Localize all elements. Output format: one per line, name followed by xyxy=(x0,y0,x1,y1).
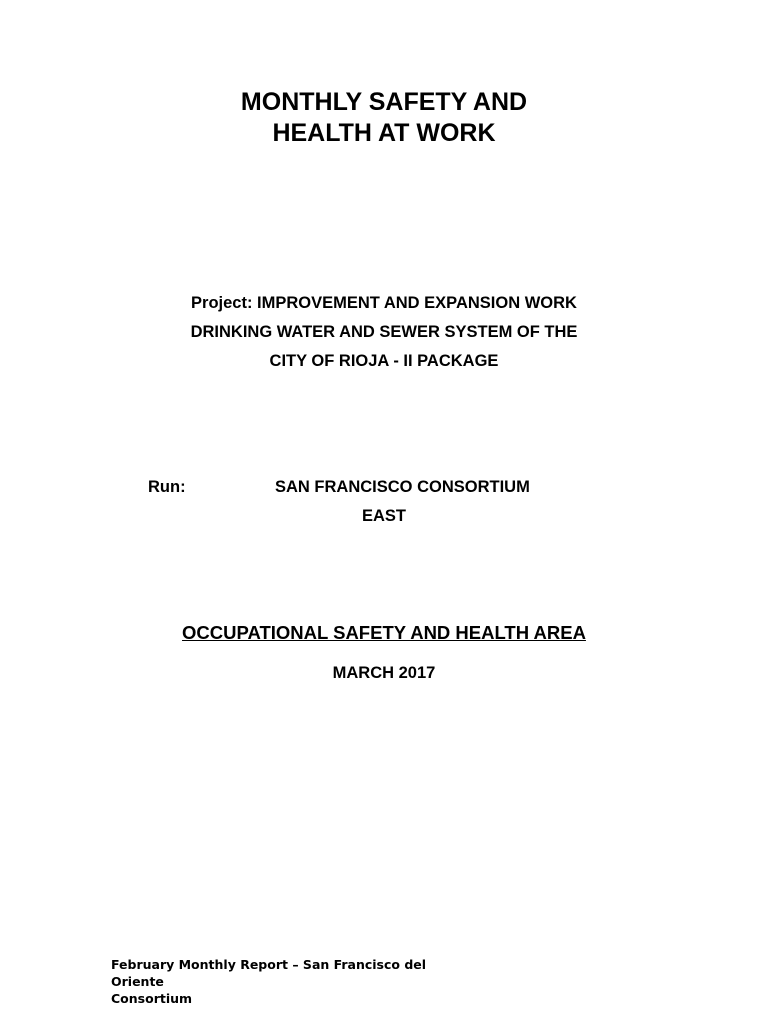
project-line-3: CITY OF RIOJA - II PACKAGE xyxy=(269,352,499,370)
project-line-2: DRINKING WATER AND SEWER SYSTEM OF THE xyxy=(190,323,578,341)
footer-line-1: February Monthly Report – San Francisco del Oriente xyxy=(111,957,427,989)
run-value-line-2: EAST xyxy=(361,507,406,525)
run-label: Run: xyxy=(148,478,186,496)
run-value-line-1: SAN FRANCISCO CONSORTIUM xyxy=(275,478,530,496)
area-heading: OCCUPATIONAL SAFETY AND HEALTH AREA xyxy=(182,622,586,643)
project-line-1: Project: IMPROVEMENT AND EXPANSION WORK xyxy=(191,294,577,312)
document-title-line-1: MONTHLY SAFETY AND xyxy=(240,88,528,116)
page-footer xyxy=(111,956,471,1007)
report-date: MARCH 2017 xyxy=(332,664,436,682)
footer-line-2: Consortium xyxy=(111,991,193,1006)
document-title-line-2: HEALTH AT WORK xyxy=(272,119,496,147)
